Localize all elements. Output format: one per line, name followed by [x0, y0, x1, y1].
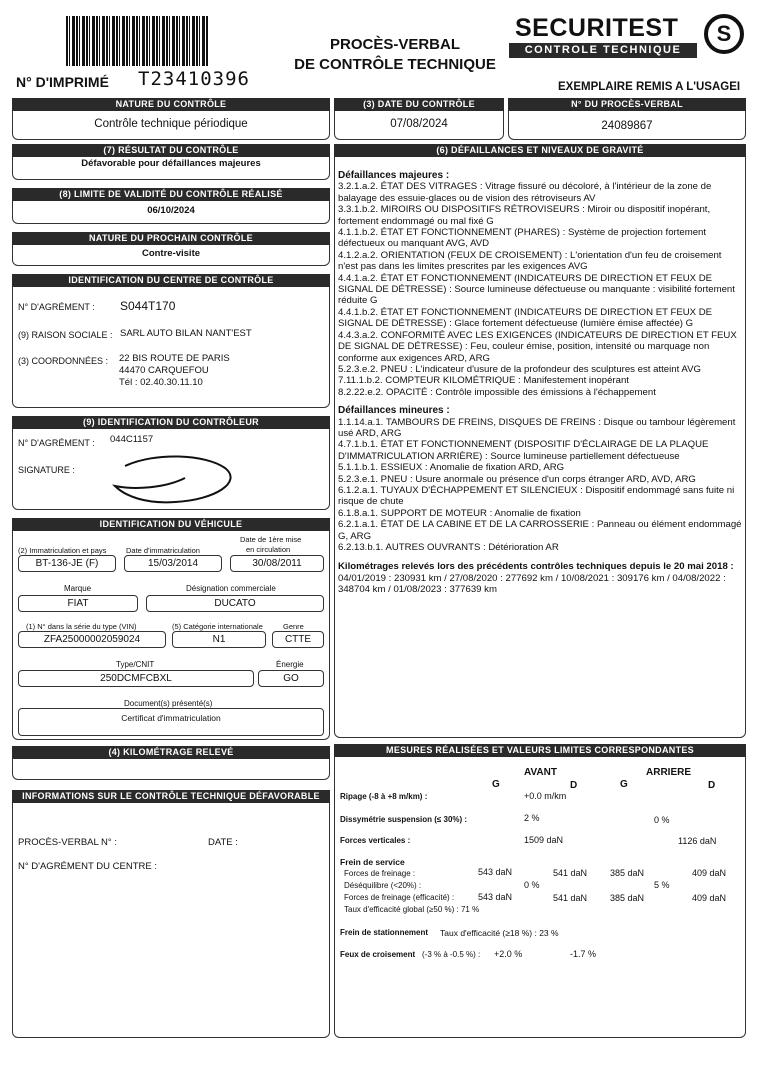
- mineures-list: [338, 417, 742, 554]
- defaillance-mineure: 6.2.1.a.1. ÉTAT DE LA CABINE ET DE LA CARROSSERIE : Panneau ou élément endommagé G, ARG: [338, 519, 742, 542]
- ff-avd: 541 daN: [553, 868, 588, 878]
- date-circ-label1: Date de 1ère mise: [240, 535, 302, 544]
- mesures-header: MESURES RÉALISÉES ET VALEURS LIMITES CORRESPONDANTES: [334, 744, 746, 757]
- controleur-agrement-value: 044C1157: [110, 434, 154, 445]
- date-immat-field: 15/03/2014: [124, 555, 222, 572]
- defaillance-majeure: 3.2.1.a.2. ÉTAT DES VITRAGES : Vitrage fissuré ou décoloré, à l'intérieur de la zone de balayage des essuie-glaces ou de vision des rétroviseurs AV: [338, 181, 712, 204]
- defaillance-majeure: 4.1.1.b.2. ÉTAT ET FONCTIONNEMENT (PHARES) : Système de projection fortement défectueux ou manquant AVG, AVD: [338, 227, 707, 250]
- centre-raison-label: (9) RAISON SOCIALE :: [18, 330, 113, 340]
- controleur-signature-label: SIGNATURE :: [18, 465, 75, 475]
- stationnement-label: Frein de stationnement: [340, 928, 429, 937]
- type-label: Type/CNIT: [116, 660, 155, 669]
- genre-label: Genre: [283, 622, 304, 631]
- page-title-line1: PROCÈS-VERBAL: [329, 36, 460, 53]
- centre-coord-line1: 22 BIS ROUTE DE PARIS: [119, 353, 230, 364]
- pv-value: 24089867: [601, 120, 653, 132]
- forces-vert-label: Forces verticales :: [340, 836, 411, 845]
- arriere-label: ARRIERE: [646, 767, 692, 778]
- arriere-g: G: [620, 779, 628, 790]
- avant-d: D: [570, 780, 578, 791]
- date-header: (3) DATE DU CONTRÔLE: [334, 98, 504, 111]
- croisement-d: -1.7 %: [570, 949, 597, 959]
- categorie-label: (5) Catégorie internationale: [172, 622, 263, 631]
- deseq-label: Déséquilibre (<20%) :: [344, 881, 422, 890]
- defaillance-mineure: 6.2.13.b.1. AUTRES OUVRANTS : Détérioration AR: [338, 542, 559, 553]
- controleur-agrement-label: N° D'AGRÉMENT :: [18, 438, 95, 448]
- defaillance-mineure: 5.1.1.b.1. ESSIEUX : Anomalie de fixation ARD, ARG: [338, 462, 565, 474]
- designation-label: Désignation commerciale: [186, 584, 276, 593]
- resultat-value: Défavorable pour défaillances majeures: [81, 158, 261, 169]
- centre-agrement-value: S044T170: [120, 299, 176, 313]
- page-title-line2: DE CONTRÔLE TECHNIQUE: [294, 56, 496, 73]
- taux-global: Taux d'efficacité global (≥50 %) : 71 %: [344, 905, 480, 914]
- marque-label: Marque: [64, 584, 92, 593]
- defaillance-majeure: 4.1.2.a.2. ORIENTATION (FEUX DE CROISEMENT) : L'orientation d'un feu de croisement n'est pas dans les limites prescrites par les exigences AVG: [338, 249, 722, 273]
- defaillance-mineure: 1.1.14.a.1. TAMBOURS DE FREINS, DISQUES DE FREINS : Disque ou tambour légèrement usé ARD, ARG: [338, 416, 736, 439]
- stationnement-value: Taux d'efficacité (≥18 %) : 23 %: [440, 928, 559, 938]
- defaillance-mineure: 4.7.1.b.1. ÉTAT ET FONCTIONNEMENT (DISPOSITIF D'ÉCLAIRAGE DE LA PLAQUE D'IMMATRICULATION ARRIÈRE) : Source lumineuse partiellement défectueuse: [338, 439, 709, 462]
- kilometrage-header: (4) KILOMÉTRAGE RELEVÉ: [12, 746, 330, 759]
- energie-field: GO: [258, 670, 324, 687]
- defaillance-mineure: 5.2.3.e.1. PNEU : Usure anormale ou présence d'un corps étranger ARD, AVD, ARG: [338, 473, 696, 485]
- km-history: [338, 561, 742, 595]
- documents-label: Document(s) présenté(s): [124, 699, 213, 708]
- barcode: [66, 16, 208, 66]
- avant-label: AVANT: [524, 767, 557, 778]
- frein-service-label: Frein de service: [340, 857, 405, 867]
- brand-logo: SECURITEST: [515, 14, 679, 42]
- pv-header: N° DU PROCÈS-VERBAL: [508, 98, 746, 111]
- imprime-label: N° D'IMPRIMÉ: [16, 74, 109, 90]
- controleur-header: (9) IDENTIFICATION DU CONTRÔLEUR: [12, 416, 330, 429]
- defaillance-majeure: 4.4.3.a.2. CONFORMITÉ AVEC LES EXIGENCES (INDICATEURS DE DIRECTION ET FEUX DE SIGNAL DE DÉTRESSE) : Feu, couleur émise, position, intensité ou marquage non conforme aux exigences ARD, ARG: [338, 329, 737, 364]
- ffe-ard: 409 daN: [692, 893, 727, 903]
- defaillances-content: [338, 164, 742, 596]
- immat-field: BT-136-JE (F): [18, 555, 116, 572]
- ripage-label: Ripage (-8 à +8 m/km) :: [340, 792, 428, 801]
- defavorable-header: INFORMATIONS SUR LE CONTRÔLE TECHNIQUE DÉFAVORABLE: [12, 790, 330, 803]
- genre-field: CTTE: [272, 631, 324, 648]
- centre-raison-value: SARL AUTO BILAN NANT'EST: [120, 328, 252, 339]
- defav-pv-label: PROCÈS-VERBAL N° :: [18, 837, 117, 848]
- ffe-arg: 385 daN: [610, 893, 645, 903]
- documents-value: Certificat d'immatriculation: [121, 713, 221, 723]
- centre-agrement-label: N° D'AGRÉMENT :: [18, 302, 95, 312]
- defavorable-box: [12, 790, 330, 1038]
- defaillance-majeure: 5.2.3.e.2. PNEU : L'indicateur d'usure de la profondeur des sculptures est atteint AVG: [338, 363, 701, 375]
- categorie-field: N1: [172, 631, 266, 648]
- prochain-value: Contre-visite: [141, 248, 201, 259]
- date-circ-label2: en circulation: [246, 545, 291, 554]
- ff-ard: 409 daN: [692, 868, 727, 878]
- ff-avg: 543 daN: [478, 867, 513, 877]
- centre-coord-line3: Tél : 02.40.30.11.10: [119, 377, 203, 388]
- defaillance-majeure: 7.11.1.b.2. COMPTEUR KILOMÉTRIQUE : Manifestement inopérant: [338, 375, 629, 387]
- exemplaire-label: EXEMPLAIRE REMIS A L'USAGEI: [558, 81, 741, 93]
- imprime-value: T23410396: [138, 68, 250, 90]
- date-circ-field: 30/08/2011: [230, 555, 324, 572]
- centre-coord-label: (3) COORDONNÉES :: [18, 356, 109, 366]
- dissym-av: 2 %: [524, 813, 540, 823]
- ff-arg: 385 daN: [610, 868, 645, 878]
- km-title: Kilométrages relevés lors des précédents contrôles techniques depuis le 20 mai 2018 :: [338, 561, 734, 573]
- forces-freinage-label: Forces de freinage :: [344, 869, 416, 878]
- forces-vert-av: 1509 daN: [524, 835, 564, 845]
- defaillance-mineure: 6.1.8.a.1. SUPPORT DE MOTEUR : Anomalie de fixation: [338, 507, 581, 519]
- vin-field: ZFA25000002059024: [18, 631, 166, 648]
- arriere-d: D: [708, 780, 716, 791]
- defaillance-majeure: 8.2.22.e.2. OPACITÉ : Contrôle impossible des émissions à l'échappement: [338, 386, 656, 398]
- nature-header: NATURE DU CONTRÔLE: [12, 98, 330, 111]
- date-value: 07/08/2024: [390, 118, 448, 130]
- croisement-range: (-3 % à -0.5 %) :: [422, 950, 481, 959]
- date-immat-label: Date d'immatriculation: [126, 546, 200, 555]
- ffe-label: Forces de freinage (efficacité) :: [344, 893, 455, 902]
- defaillance-majeure: 4.4.1.a.2. ÉTAT ET FONCTIONNEMENT (INDICATEURS DE DIRECTION ET FEUX DE SIGNAL DE DÉTRESSE) : Source lumineuse défectueuse ou manquante : visibilité fortement réduite G: [338, 272, 735, 307]
- defav-date-label: DATE :: [208, 837, 238, 848]
- resultat-header: (7) RÉSULTAT DU CONTRÔLE: [12, 144, 330, 157]
- immat-label: (2) Immatriculation et pays: [18, 546, 107, 555]
- defaillance-majeure: 4.4.1.b.2. ÉTAT ET FONCTIONNEMENT (INDICATEURS DE DIRECTION ET FEUX DE SIGNAL DE DÉTRESSE) : Glace fortement défectueuse (lumière émise affectée) G: [338, 306, 713, 330]
- designation-field: DUCATO: [146, 595, 324, 612]
- avant-g: G: [492, 779, 500, 790]
- brand-s-icon: S: [704, 14, 744, 54]
- forces-vert-ar: 1126 daN: [678, 836, 717, 846]
- defav-agrement-label: N° D'AGRÉMENT DU CENTRE :: [18, 861, 157, 872]
- defaillance-majeure: 3.3.1.b.2. MIROIRS OU DISPOSITIFS RÉTROVISEURS : Miroir ou dispositif inopérant, fortement endommagé ou mal fixé G: [338, 204, 711, 227]
- majeures-list: [338, 181, 742, 398]
- mesures-box: [334, 744, 746, 1038]
- brand-subtitle: CONTROLE TECHNIQUE: [509, 43, 697, 58]
- signature-icon: [105, 448, 245, 508]
- centre-coord-line2: 44470 CARQUEFOU: [119, 365, 209, 376]
- defaillances-header: (6) DÉFAILLANCES ET NIVEAUX DE GRAVITÉ: [334, 144, 746, 157]
- energie-label: Énergie: [276, 660, 304, 669]
- majeures-title: Défaillances majeures :: [338, 170, 450, 181]
- prochain-header: NATURE DU PROCHAIN CONTRÔLE: [12, 232, 330, 245]
- validite-header: (8) LIMITE DE VALIDITÉ DU CONTRÔLE RÉALISÉ: [12, 188, 330, 201]
- ffe-avd: 541 daN: [553, 893, 588, 903]
- ffe-avg: 543 daN: [478, 892, 513, 902]
- defaillance-mineure: 6.1.2.a.1. TUYAUX D'ÉCHAPPEMENT ET SILENCIEUX : Dispositif endommagé sans fuite ni risque de chute: [338, 484, 735, 508]
- validite-value: 06/10/2024: [147, 205, 195, 216]
- deseq-ar: 5 %: [654, 880, 670, 890]
- mineures-title: Défaillances mineures :: [338, 405, 450, 417]
- dissym-ar: 0 %: [654, 815, 670, 825]
- vehicule-header: IDENTIFICATION DU VÉHICULE: [12, 518, 330, 531]
- nature-value: Contrôle technique périodique: [94, 118, 248, 130]
- vin-label: (1) N° dans la série du type (VIN): [26, 622, 137, 631]
- deseq-av: 0 %: [524, 880, 540, 890]
- type-field: 250DCMFCBXL: [18, 670, 254, 687]
- croisement-g: +2.0 %: [494, 949, 523, 959]
- km-text: 04/01/2019 : 230931 km / 27/08/2020 : 277692 km / 10/08/2021 : 309176 km / 04/08/2022 : 348704 km / 01/08/2023 : 377639 km: [338, 572, 726, 596]
- croisement-label: Feux de croisement: [340, 950, 416, 959]
- dissym-label: Dissymétrie suspension (≤ 30%) :: [340, 815, 468, 824]
- centre-header: IDENTIFICATION DU CENTRE DE CONTRÔLE: [12, 274, 330, 287]
- ripage-value: +0.0 m/km: [524, 791, 567, 801]
- marque-field: FIAT: [18, 595, 138, 612]
